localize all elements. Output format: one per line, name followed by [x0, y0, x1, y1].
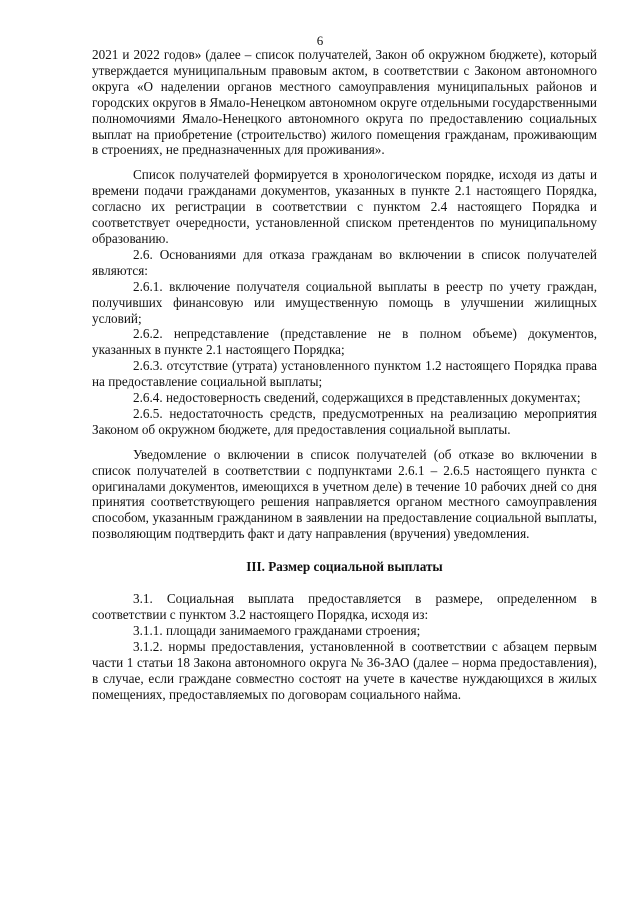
- list-item: 2.6.2. непредставление (представление не в полном объеме) документов, указанных в пункте 2.1 настоящего Порядка;: [92, 326, 597, 358]
- paragraph: 2.6. Основаниями для отказа гражданам во включении в список получателей являются:: [92, 246, 597, 278]
- list-item: 3.1.2. нормы предоставления, установленной в соответствии с абзацем первым части 1 статьи 18 Закона автономного округа № 36-ЗАО (далее – норма предоставления), в случае, если граждане совместно состоят на учете в качестве нуждающихся в жилых помещениях, предоставляемых по договорам социального найма.: [92, 638, 597, 702]
- list-item: 2.6.5. недостаточность средств, предусмотренных на реализацию мероприятия Законом об окружном бюджете, для предоставления социальной выплаты.: [92, 405, 597, 437]
- section-heading: III. Размер социальной выплаты: [246, 559, 443, 575]
- paragraph: 3.1. Социальная выплата предоставляется в размере, определенном в соответствии с пунктом 3.2 настоящего Порядка, исходя из:: [92, 591, 597, 622]
- document-body: [92, 47, 597, 702]
- paragraph: Список получателей формируется в хронологическом порядке, исходя из даты и времени подачи гражданами документов, указанных в пункте 2.1 настоящего Порядка, согласно их регистрации в соответствии с пунктом 2.4 настоящего Порядка и соответствует очередности, установленной списком претендентов по муниципальному образованию.: [92, 167, 597, 246]
- paragraph: 2021 и 2022 годов» (далее – список получателей, Закон об окружном бюджете), который утверждается муниципальным правовым актом, в соответствии с Законом автономного округа «О наделении органов местного самоуправления муниципальных районов и городских округов в Ямало-Ненецком автономном округе отдельными государственными полномочиями Ямало-Ненецкого автономного округа по предоставлению социальных выплат на приобретение (строительство) жилого помещения гражданам, проживающим в строениях, не предназначенных для проживания».: [92, 47, 597, 158]
- list-item: 2.6.3. отсутствие (утрата) установленного пунктом 1.2 настоящего Порядка права на предоставление социальной выплаты;: [92, 358, 597, 390]
- paragraph: Уведомление о включении в список получателей (об отказе во включении в список получателей в соответствии с подпунктами 2.6.1 – 2.6.5 настоящего пункта с оригиналами документов, имеющихся в учетном деле) в течение 10 рабочих дней со дня принятия соответствующего решения направляется органом местного самоуправления способом, указанным гражданином в заявлении на предоставление социальной выплаты, позволяющим подтвердить факт и дату направления (вручения) уведомления.: [92, 446, 597, 542]
- list-item: 2.6.1. включение получателя социальной выплаты в реестр по учету граждан, получивших финансовую или имущественную помощь в улучшении жилищных условий;: [92, 278, 597, 326]
- page-number: 6: [316, 33, 324, 48]
- list-item: 3.1.1. площади занимаемого гражданами строения;: [133, 622, 421, 638]
- list-item: 2.6.4. недостоверность сведений, содержащихся в представленных документах;: [133, 390, 581, 406]
